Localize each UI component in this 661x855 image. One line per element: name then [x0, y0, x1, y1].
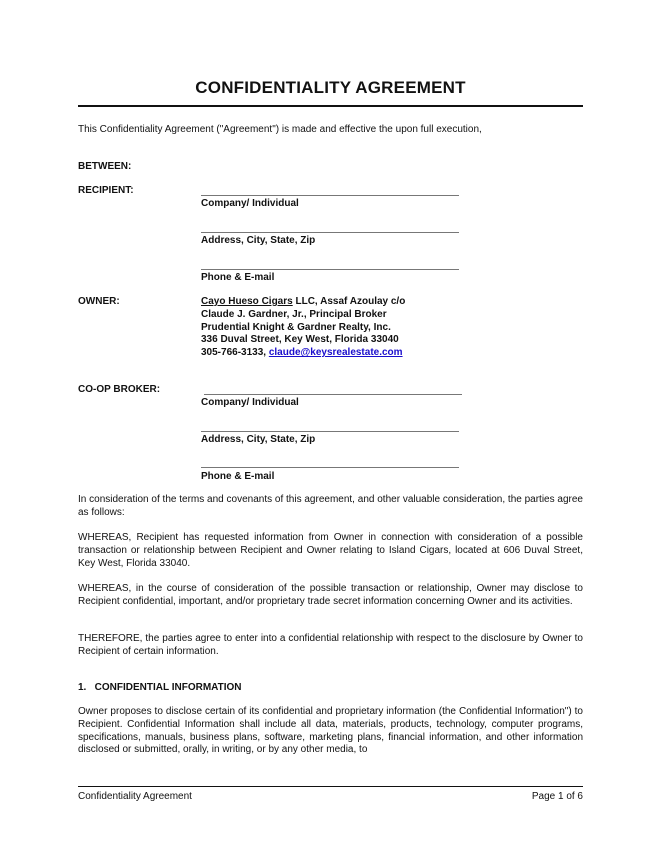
coop-broker-label: CO-OP BROKER:	[78, 384, 161, 395]
owner-line3: Prudential Knight & Gardner Realty, Inc.	[201, 321, 391, 333]
therefore-paragraph: THEREFORE, the parties agree to enter into a confidential relationship with respect to the disclosure by Owner to Recipient of certain information.	[78, 633, 583, 657]
recipient-address-line	[201, 232, 459, 233]
recipient-company-caption: Company/ Individual	[201, 198, 299, 209]
section-1-text: Owner proposes to disclose certain of its confidential and proprietary information (the Confidential Information") to Recipient. Confidential Information shall include all data, materials, products, technology, computer programs, specifications, manuals, business plans, software, marketing plans, financial information, and other information disclosed or submitted, orally, in writing, or by any other media, to	[78, 706, 583, 756]
coop-company-line	[204, 394, 462, 395]
owner-phone: 305-766-3133,	[201, 347, 269, 359]
whereas-paragraph-1: WHEREAS, Recipient has requested information from Owner in connection with consideration of a possible transaction or relationship between Recipient and Owner relating to Island Cigars, located at 606 Duval Street, Key West, Florida 33040.	[78, 532, 583, 569]
footer-document-name: Confidentiality Agreement	[78, 791, 192, 802]
owner-line1-rest: LLC, Assaf Azoulay c/o	[292, 296, 406, 307]
between-label: BETWEEN:	[78, 161, 132, 172]
owner-block	[201, 296, 405, 360]
intro-text: This Confidentiality Agreement ("Agreement") is made and effective the upon full execution,	[78, 124, 482, 135]
owner-line4: 336 Duval Street, Key West, Florida 33040	[201, 334, 399, 346]
coop-phone-caption: Phone & E-mail	[201, 471, 275, 482]
footer-page-number: Page 1 of 6	[531, 791, 583, 802]
section-1-heading: 1. CONFIDENTIAL INFORMATION	[78, 682, 242, 693]
owner-company-name: Cayo Hueso Cigars	[201, 296, 293, 307]
consideration-paragraph: In consideration of the terms and covenants of this agreement, and other valuable consideration, the parties agree as follows:	[78, 494, 583, 518]
document-title: CONFIDENTIALITY AGREEMENT	[195, 78, 466, 97]
title-rule	[78, 105, 583, 107]
footer-rule	[78, 786, 583, 787]
coop-company-caption: Company/ Individual	[201, 397, 299, 408]
recipient-phone-line	[201, 269, 459, 270]
coop-phone-line	[201, 467, 459, 468]
whereas-paragraph-2: WHEREAS, in the course of consideration of the possible transaction or relationship, Owner may disclose to Recipient confidential, important, and/or proprietary trade secret information concerning Owner and its activities.	[78, 583, 583, 607]
owner-line2: Claude J. Gardner, Jr., Principal Broker	[201, 308, 387, 320]
recipient-address-caption: Address, City, State, Zip	[201, 235, 316, 246]
coop-address-line	[201, 431, 459, 432]
recipient-label: RECIPIENT:	[78, 185, 134, 196]
owner-email-link[interactable]: claude@keysrealestate.com	[268, 347, 403, 359]
recipient-company-line	[201, 195, 459, 196]
owner-label: OWNER:	[78, 296, 120, 307]
coop-address-caption: Address, City, State, Zip	[201, 434, 316, 445]
recipient-phone-caption: Phone & E-mail	[201, 272, 275, 283]
